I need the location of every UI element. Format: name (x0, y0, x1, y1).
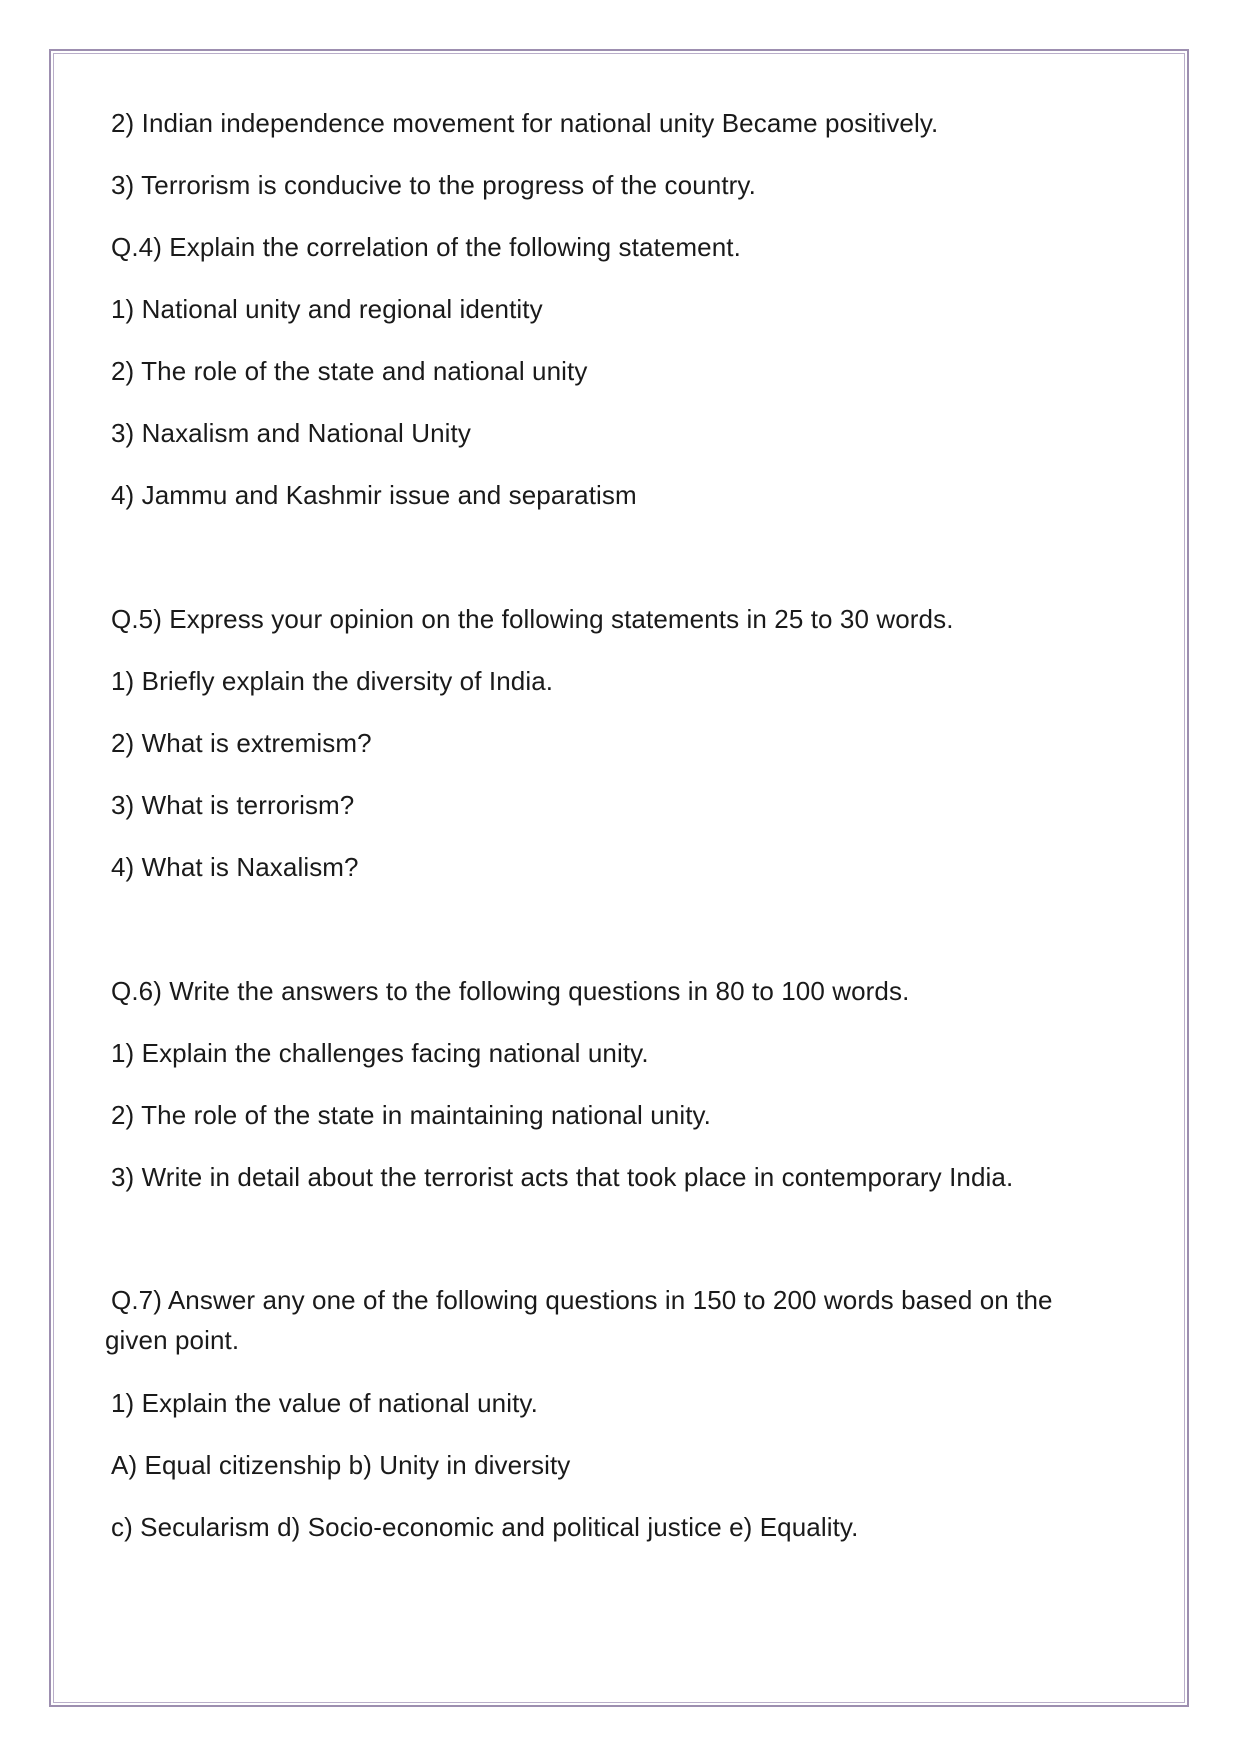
q5-item-4: 4) What is Naxalism? (111, 852, 359, 882)
q5-item-3: 3) What is terrorism? (111, 790, 355, 820)
q5-item-2: 2) What is extremism? (111, 728, 372, 758)
q6-item-3: 3) Write in detail about the terrorist acts that took place in contemporary India. (111, 1162, 1014, 1192)
q4-item-2: 2) The role of the state and national unity (111, 356, 588, 386)
q4-heading: Q.4) Explain the correlation of the following statement. (111, 232, 741, 262)
q7-item-1: 1) Explain the value of national unity. (111, 1388, 538, 1418)
q7-heading: Q.7) Answer any one of the following questions in 150 to 200 words based on the given point. (105, 1285, 1053, 1355)
q6-heading: Q.6) Write the answers to the following questions in 80 to 100 words. (111, 976, 910, 1006)
q3-item-3: 3) Terrorism is conducive to the progress of the country. (111, 170, 756, 200)
q3-item-2: 2) Indian independence movement for national unity Became positively. (111, 108, 939, 138)
q5-heading: Q.5) Express your opinion on the following statements in 25 to 30 words. (111, 604, 954, 634)
q7-points-a-b: A) Equal citizenship b) Unity in diversity (111, 1450, 571, 1480)
q6-item-1: 1) Explain the challenges facing national unity. (111, 1038, 649, 1068)
q4-item-4: 4) Jammu and Kashmir issue and separatism (111, 480, 637, 510)
q4-item-1: 1) National unity and regional identity (111, 294, 543, 324)
q5-item-1: 1) Briefly explain the diversity of India. (111, 666, 554, 696)
q4-item-3: 3) Naxalism and National Unity (111, 418, 471, 448)
q6-item-2: 2) The role of the state in maintaining national unity. (111, 1100, 712, 1130)
q7-points-c-e: c) Secularism d) Socio-economic and political justice e) Equality. (111, 1512, 859, 1542)
